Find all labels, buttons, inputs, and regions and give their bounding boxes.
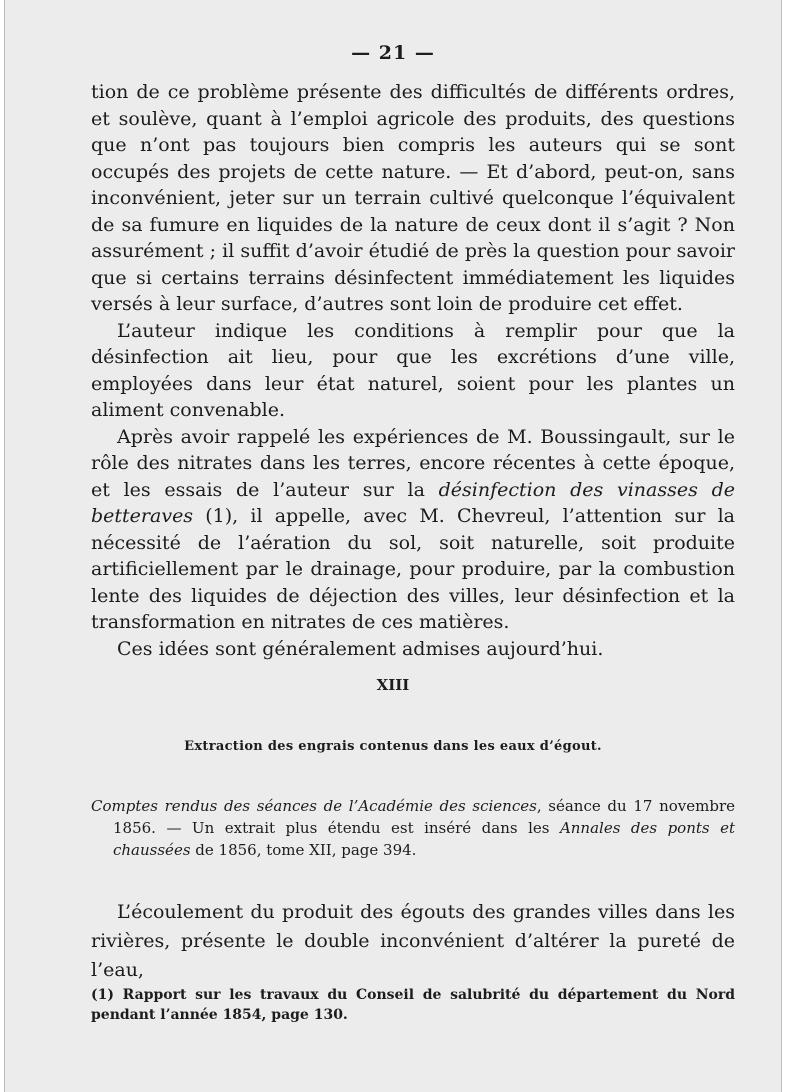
paragraph-4: Ces idées sont généralement admises aujourd’hui.	[117, 637, 604, 660]
section-body	[91, 898, 735, 985]
section-title: Extraction des engrais contenus dans les eaux d’égout.	[184, 739, 602, 754]
book-page	[4, 0, 782, 1092]
footnote	[91, 985, 735, 1025]
paragraph-3-text: Après avoir rappelé les expériences de M. Boussingault, sur le rôle des nitrates dans les terres, encore récentes à cette époque, et les essais de l’auteur sur la	[91, 425, 735, 501]
footnote-text: (1) Rapport sur les travaux du Conseil de salubrité du département du Nord pendant l’année 1854, page 130.	[91, 987, 735, 1023]
reference-text	[91, 795, 735, 861]
reference-journal: Annales des ponts et chaussées	[113, 819, 735, 859]
paragraph-3-text-end: (1), il appelle, avec M. Chevreul, l’attention sur la nécessité de l’aération du sol, soit naturelle, soit produite artificiellement par le drainage, pour produire, par la combustion lente des liquides de déjection des villes, leur désinfection et la transformation en nitrates de ces matières.	[91, 505, 735, 633]
paragraph-2: L’auteur indique les conditions à remplir pour que la désinfection ait lieu, pour que les excrétions d’une ville, employées dans leur état naturel, soient pour les plantes un aliment convenable.	[91, 319, 735, 421]
paragraph-1: tion de ce problème présente des difficultés de différents ordres, et soulève, quant à l’emploi agricole des produits, des questions que n’ont pas toujours bien compris les auteurs qui se sont occupés des projets de cette nature. — Et d’abord, peut-on, sans inconvénient, jeter sur un terrain cultivé quelconque l’équivalent de sa fumure en liquides de la nature de ceux dont il s’agit ? Non assurément ; il suffit d’avoir étudié de près la question pour savoir que si certains terrains désinfectent immédiatement les liquides versés à leur surface, d’autres sont loin de produire cet effet.	[91, 81, 735, 315]
page-number: — 21 —	[351, 42, 435, 64]
section-number: XIII	[376, 676, 410, 694]
reference-source: Comptes rendus des séances de l’Académie des sciences	[91, 797, 537, 815]
paragraph-3	[91, 424, 735, 636]
reference-part-2: de 1856, tome XII, page 394.	[190, 841, 417, 859]
paragraph-3-emphasis: désinfection des vinasses de betteraves	[91, 478, 735, 527]
section-paragraph-1: L’écoulement du produit des égouts des grandes villes dans les rivières, présente le double inconvénient d’altérer la pureté de l’eau,	[91, 901, 735, 981]
reference-note	[91, 795, 735, 861]
reference-part-1: , séance du 17 novembre 1856. — Un extrait plus étendu est inséré dans les	[113, 797, 736, 837]
main-text	[91, 79, 735, 662]
